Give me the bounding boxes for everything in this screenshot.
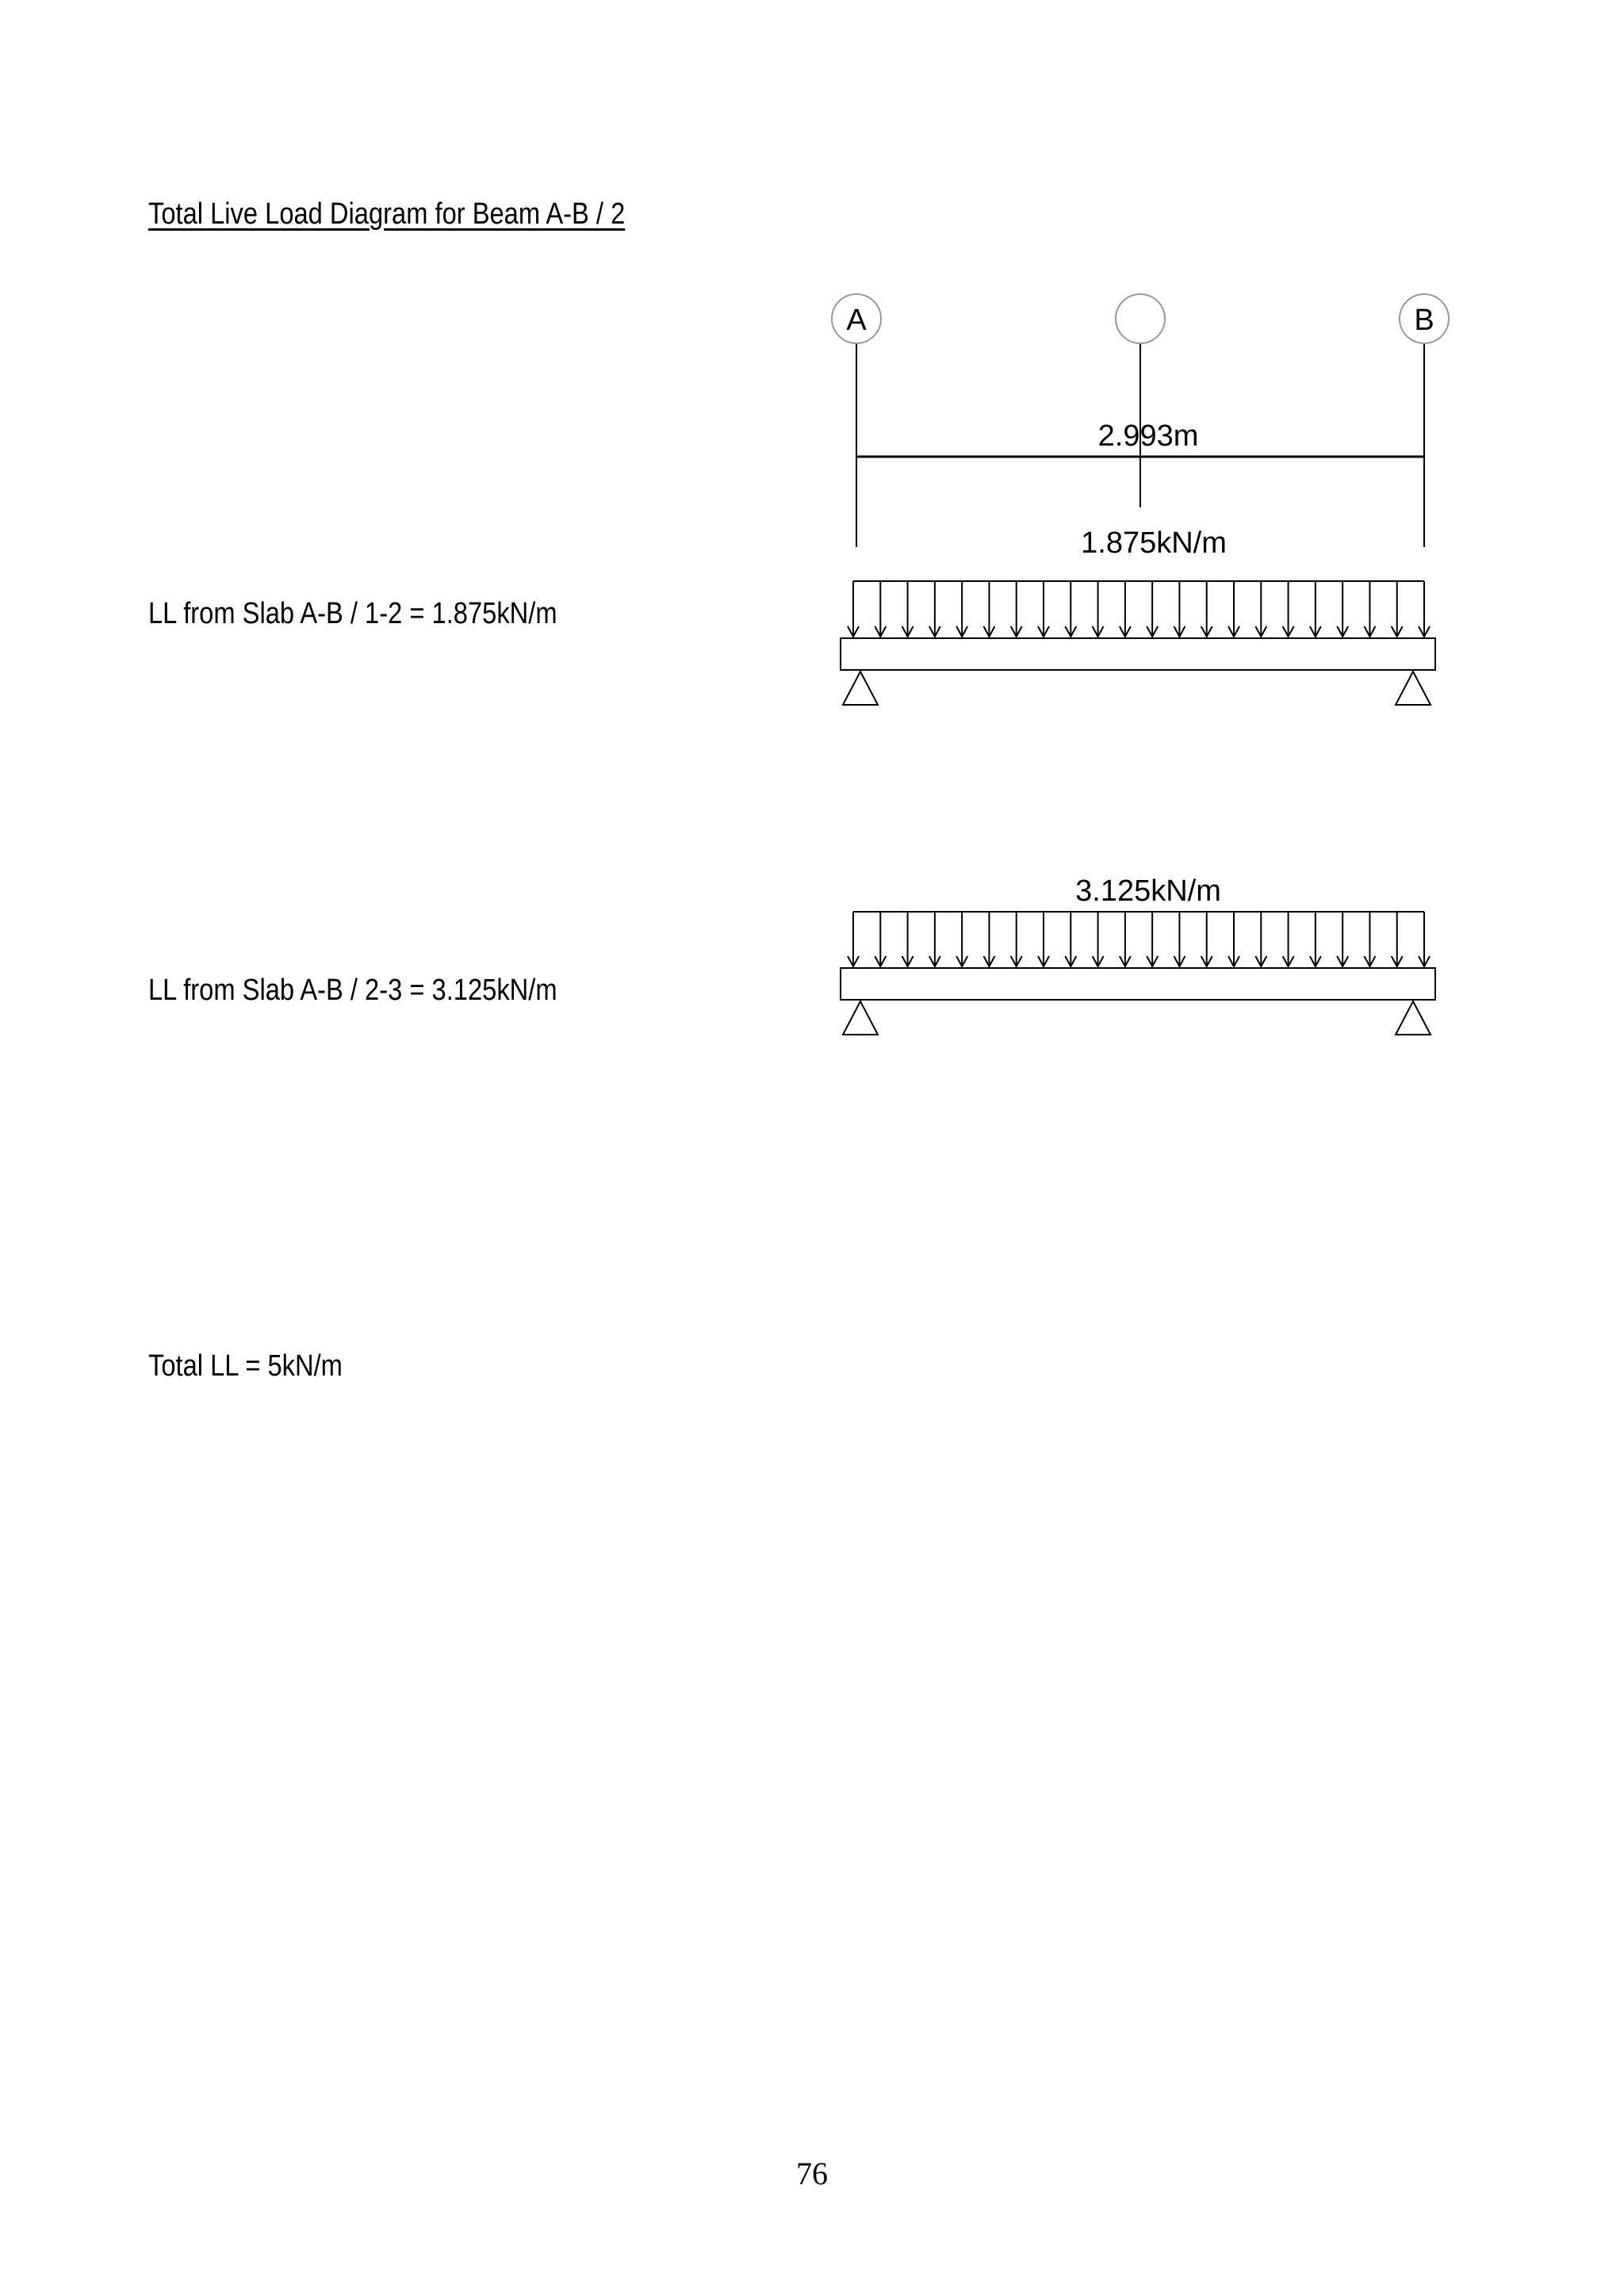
load-label-1: 1.875kN/m bbox=[1081, 526, 1227, 560]
load-arrows-1 bbox=[848, 581, 1430, 637]
load-description-2: LL from Slab A-B / 2-3 = 3.125kN/m bbox=[148, 974, 557, 1007]
total-load: Total LL = 5kN/m bbox=[148, 1349, 343, 1383]
load-arrows-2 bbox=[848, 912, 1430, 966]
support-b-2 bbox=[1396, 1001, 1431, 1035]
support-a-2 bbox=[843, 1001, 878, 1035]
load-label-2: 3.125kN/m bbox=[1075, 874, 1221, 908]
grid-bubble-mid bbox=[1116, 294, 1165, 343]
load-description-1: LL from Slab A-B / 1-2 = 1.875kN/m bbox=[148, 597, 557, 630]
beam-1 bbox=[841, 638, 1435, 670]
page-title: Total Live Load Diagram for Beam A-B / 2 bbox=[148, 197, 626, 231]
udl-diagram-1 bbox=[841, 526, 1435, 705]
support-b-1 bbox=[1396, 672, 1431, 705]
beam-2 bbox=[841, 968, 1435, 1000]
udl-diagram-2 bbox=[841, 874, 1435, 1035]
grid-label-b: B bbox=[1414, 304, 1434, 337]
page-number: 76 bbox=[796, 2156, 828, 2191]
support-a-1 bbox=[843, 672, 878, 705]
span-label: 2.993m bbox=[1097, 419, 1199, 453]
grid-label-a: A bbox=[846, 304, 867, 337]
